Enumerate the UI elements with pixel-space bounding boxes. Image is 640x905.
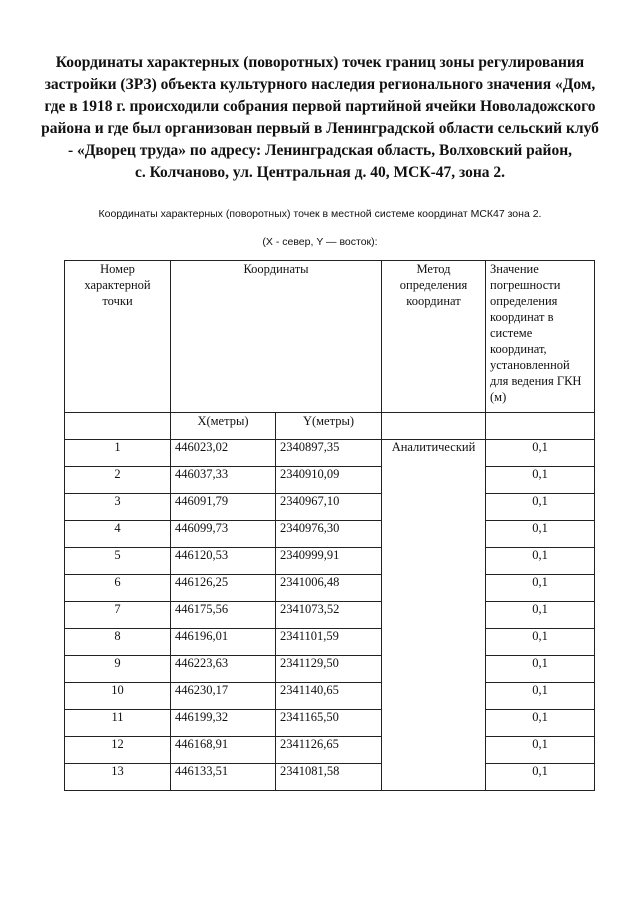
- y-coordinate-cell: 2341129,50: [276, 656, 382, 683]
- y-coordinate-cell: 2341140,65: [276, 683, 382, 710]
- x-coordinate-cell: 446126,25: [171, 575, 276, 602]
- accuracy-cell: 0,1: [486, 440, 595, 467]
- accuracy-cell: 0,1: [486, 764, 595, 791]
- x-coordinate-cell: 446120,53: [171, 548, 276, 575]
- point-number-cell: 1: [65, 440, 171, 467]
- table-row: [65, 494, 595, 521]
- title-line: - «Дворец труда» по адресу: Ленинградская область, Волховский район,: [67, 142, 573, 159]
- subheader-empty-cell: [486, 413, 595, 440]
- x-coordinate-cell: 446099,73: [171, 521, 276, 548]
- point-number-cell: 8: [65, 629, 171, 656]
- y-coordinate-cell: 2341006,48: [276, 575, 382, 602]
- y-coordinate-cell: 2341165,50: [276, 710, 382, 737]
- table-caption: Координаты характерных (поворотных) точек в местной системе координат МСК47 зона 2.: [98, 208, 542, 220]
- header-accuracy: Значение погрешности определения координат в системе координат, установленной для ведения ГКН (м): [486, 261, 595, 413]
- accuracy-cell: 0,1: [486, 494, 595, 521]
- table-row: [65, 602, 595, 629]
- header-y: Y(метры): [276, 413, 382, 440]
- y-coordinate-cell: 2340967,10: [276, 494, 382, 521]
- header-coordinates: Координаты: [171, 261, 382, 413]
- point-number-cell: 4: [65, 521, 171, 548]
- y-coordinate-cell: 2340897,35: [276, 440, 382, 467]
- point-number-cell: 2: [65, 467, 171, 494]
- y-coordinate-cell: 2340999,91: [276, 548, 382, 575]
- x-coordinate-cell: 446223,63: [171, 656, 276, 683]
- x-coordinate-cell: 446168,91: [171, 737, 276, 764]
- point-number-cell: 11: [65, 710, 171, 737]
- header-point-number: Номер характерной точки: [65, 261, 171, 413]
- y-coordinate-cell: 2340976,30: [276, 521, 382, 548]
- header-x: X(метры): [171, 413, 276, 440]
- axis-note: (X - север, Y — восток):: [262, 236, 378, 248]
- title-line: с. Колчаново, ул. Центральная д. 40, МСК-47, зона 2.: [134, 164, 506, 181]
- title-line: Координаты характерных (поворотных) точек границ зоны регулирования: [55, 54, 585, 71]
- x-coordinate-cell: 446199,32: [171, 710, 276, 737]
- point-number-cell: 7: [65, 602, 171, 629]
- y-coordinate-cell: 2341073,52: [276, 602, 382, 629]
- x-coordinate-cell: 446230,17: [171, 683, 276, 710]
- subheader-empty-cell: [65, 413, 171, 440]
- accuracy-cell: 0,1: [486, 629, 595, 656]
- table-row: [65, 737, 595, 764]
- accuracy-cell: 0,1: [486, 521, 595, 548]
- table-row: [65, 764, 595, 791]
- y-coordinate-cell: 2340910,09: [276, 467, 382, 494]
- accuracy-cell: 0,1: [486, 710, 595, 737]
- table-row: [65, 629, 595, 656]
- document-title: [40, 52, 600, 184]
- method-cell: Аналитический: [382, 440, 486, 791]
- table-row: [65, 521, 595, 548]
- x-coordinate-cell: 446037,33: [171, 467, 276, 494]
- point-number-cell: 6: [65, 575, 171, 602]
- title-line: района и где был организован первый в Ленинградской области сельский клуб: [41, 120, 599, 137]
- coordinates-table: [64, 260, 595, 791]
- title-line: застройки (ЗРЗ) объекта культурного наследия регионального значения «Дом,: [44, 76, 596, 93]
- point-number-cell: 3: [65, 494, 171, 521]
- accuracy-cell: 0,1: [486, 602, 595, 629]
- accuracy-cell: 0,1: [486, 575, 595, 602]
- x-coordinate-cell: 446175,56: [171, 602, 276, 629]
- table-row: [65, 467, 595, 494]
- table-row: [65, 656, 595, 683]
- y-coordinate-cell: 2341081,58: [276, 764, 382, 791]
- subheader-row: [65, 413, 595, 440]
- x-coordinate-cell: 446133,51: [171, 764, 276, 791]
- header-method: Метод определения координат: [382, 261, 486, 413]
- y-coordinate-cell: 2341101,59: [276, 629, 382, 656]
- title-line: где в 1918 г. происходили собрания первой партийной ячейки Новоладожского: [44, 98, 596, 115]
- accuracy-cell: 0,1: [486, 683, 595, 710]
- header-row: [65, 261, 595, 413]
- accuracy-cell: 0,1: [486, 467, 595, 494]
- table-row: [65, 683, 595, 710]
- point-number-cell: 9: [65, 656, 171, 683]
- point-number-cell: 13: [65, 764, 171, 791]
- point-number-cell: 10: [65, 683, 171, 710]
- table-row: [65, 440, 595, 467]
- table-row: [65, 575, 595, 602]
- y-coordinate-cell: 2341126,65: [276, 737, 382, 764]
- point-number-cell: 12: [65, 737, 171, 764]
- x-coordinate-cell: 446023,02: [171, 440, 276, 467]
- x-coordinate-cell: 446196,01: [171, 629, 276, 656]
- x-coordinate-cell: 446091,79: [171, 494, 276, 521]
- subheader-empty-cell: [382, 413, 486, 440]
- accuracy-cell: 0,1: [486, 548, 595, 575]
- point-number-cell: 5: [65, 548, 171, 575]
- accuracy-cell: 0,1: [486, 737, 595, 764]
- table-row: [65, 548, 595, 575]
- table-row: [65, 710, 595, 737]
- accuracy-cell: 0,1: [486, 656, 595, 683]
